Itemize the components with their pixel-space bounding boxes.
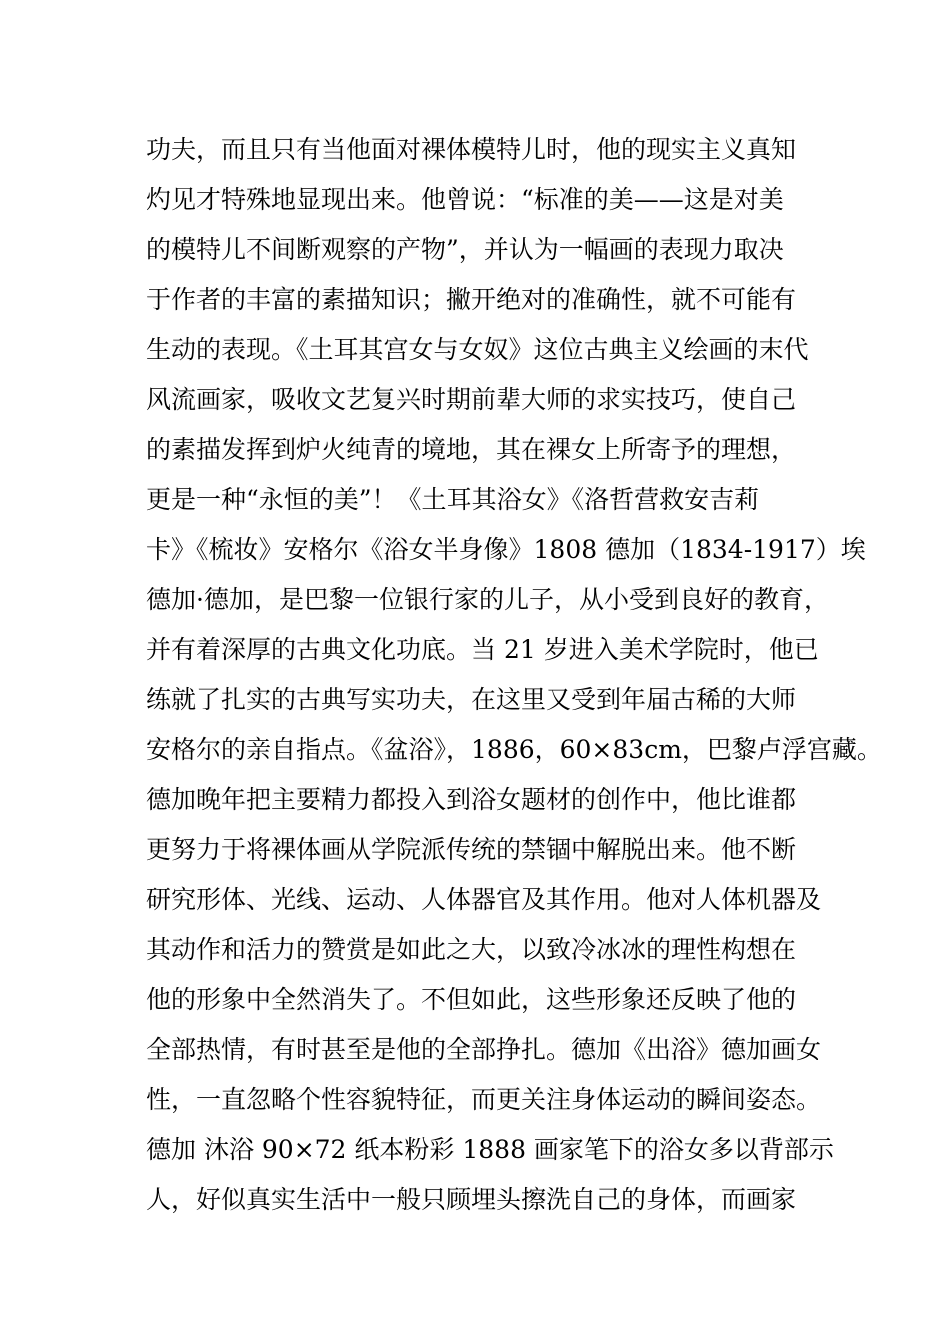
text-line: 人，好似真实生活中一般只顾埋头擦洗自己的身体，而画家 bbox=[146, 1185, 797, 1214]
text-line: 练就了扎实的古典写实功夫，在这里又受到年届古稀的大师 bbox=[146, 685, 797, 714]
text-line: 卡》《梳妆》安格尔《浴女半身像》1808 德加（1834-1917）埃 bbox=[146, 535, 866, 564]
text-line: 其动作和活力的赞赏是如此之大，以致冷冰冰的理性构想在 bbox=[146, 935, 797, 964]
text-line: 研究形体、光线、运动、人体器官及其作用。他对人体机器及 bbox=[146, 885, 822, 914]
text-line: 的素描发挥到炉火纯青的境地，其在裸女上所寄予的理想， bbox=[146, 435, 797, 464]
text-line: 更是一种“永恒的美”！《土耳其浴女》《洛哲营救安吉莉 bbox=[146, 485, 760, 514]
text-line: 德加晚年把主要精力都投入到浴女题材的创作中，他比谁都 bbox=[146, 785, 797, 814]
text-line: 的模特儿不间断观察的产物”，并认为一幅画的表现力取决 bbox=[146, 235, 784, 264]
text-line: 并有着深厚的古典文化功底。当 21 岁进入美术学院时，他已 bbox=[146, 635, 819, 664]
text-line: 德加 沐浴 90×72 纸本粉彩 1888 画家笔下的浴女多以背部示 bbox=[146, 1135, 834, 1164]
text-line: 安格尔的亲自指点。《盆浴》，1886，60×83cm，巴黎卢浮宫藏。 bbox=[146, 735, 882, 764]
text-line: 德加·德加，是巴黎一位银行家的儿子，从小受到良好的教育， bbox=[146, 585, 829, 614]
text-line: 全部热情，有时甚至是他的全部挣扎。德加《出浴》德加画女 bbox=[146, 1035, 822, 1064]
text-line: 更努力于将裸体画从学院派传统的禁锢中解脱出来。他不断 bbox=[146, 835, 797, 864]
text-line: 性，一直忽略个性容貌特征，而更关注身体运动的瞬间姿态。 bbox=[146, 1085, 822, 1114]
text-line: 功夫，而且只有当他面对裸体模特儿时，他的现实主义真知 bbox=[146, 135, 797, 164]
text-line: 风流画家，吸收文艺复兴时期前辈大师的求实技巧，使自己 bbox=[146, 385, 797, 414]
text-line: 于作者的丰富的素描知识；撇开绝对的准确性，就不可能有 bbox=[146, 285, 797, 314]
text-line: 他的形象中全然消失了。不但如此，这些形象还反映了他的 bbox=[146, 985, 797, 1014]
text-line: 灼见才特殊地显现出来。他曾说：“标准的美——这是对美 bbox=[146, 185, 784, 214]
body-text bbox=[146, 125, 882, 1225]
text-line: 生动的表现。《土耳其宫女与女奴》这位古典主义绘画的末代 bbox=[146, 335, 809, 364]
